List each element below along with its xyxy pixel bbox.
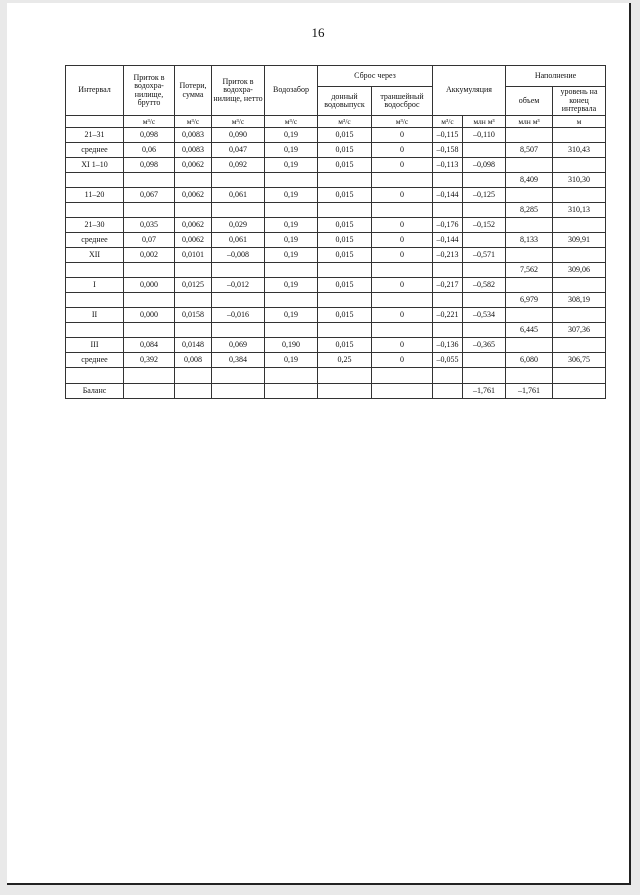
table-cell: 0,06 [124,143,175,158]
table-cell [463,263,506,278]
table-cell: –0,176 [433,218,463,233]
table-cell [463,173,506,188]
table-cell: 0,190 [265,338,318,353]
table-cell [553,248,606,263]
table-cell: III [66,338,124,353]
table-cell: 0,015 [318,143,372,158]
header-filling: Наполнение [506,66,606,87]
table-cell: 0,0062 [175,158,212,173]
table-cell: 0,0125 [175,278,212,293]
table-cell: 0,002 [124,248,175,263]
table-cell: 0,19 [265,143,318,158]
table-cell: II [66,308,124,323]
table-cell: –0,152 [463,218,506,233]
table-cell [212,368,265,384]
table-cell [124,173,175,188]
table-cell: 307,36 [553,323,606,338]
table-cell: 0,047 [212,143,265,158]
header-intake: Водозабор [265,66,318,116]
table-cell [433,263,463,278]
table-row [66,248,606,263]
table-cell: 8,409 [506,173,553,188]
table-cell [175,203,212,218]
table-cell: –1,761 [463,384,506,399]
table-cell [175,173,212,188]
table-cell [175,293,212,308]
table-cell: –0,113 [433,158,463,173]
table-cell: 0 [372,158,433,173]
table-cell: –0,136 [433,338,463,353]
table-cell [506,248,553,263]
table-row [66,128,606,143]
table-cell [433,368,463,384]
table-cell: 0,092 [212,158,265,173]
table-cell: 0 [372,353,433,368]
table-cell: –0,571 [463,248,506,263]
header-inflow-net: Приток в водохра-нилище, нетто [212,66,265,116]
table-cell [372,368,433,384]
table-cell: 0,000 [124,308,175,323]
table-cell: –0,213 [433,248,463,263]
header-level: уровень на конец интервала [553,87,606,116]
table-cell [318,368,372,384]
table-cell [372,384,433,399]
table-cell [318,323,372,338]
unit-cell [66,116,124,128]
table-row [66,203,606,218]
document-page [7,3,631,885]
reservoir-balance-table [65,65,606,399]
table-cell [175,384,212,399]
table-cell: Баланс [66,384,124,399]
table-cell: –0,144 [433,233,463,248]
table-cell: 0,0062 [175,218,212,233]
table-row [66,308,606,323]
unit-cell: м³/с [212,116,265,128]
table-cell [66,368,124,384]
table-cell: 0,015 [318,278,372,293]
table-cell [553,368,606,384]
table-cell: 0,015 [318,338,372,353]
table-cell [463,368,506,384]
table-cell: –0,008 [212,248,265,263]
table-cell: –0,115 [433,128,463,143]
table-cell [66,173,124,188]
table-cell: 0,19 [265,278,318,293]
table-cell [463,293,506,308]
table-cell [212,263,265,278]
table-cell: 0,061 [212,188,265,203]
table-cell: 0,19 [265,248,318,263]
table-cell: 0,19 [265,188,318,203]
table-cell: 0 [372,308,433,323]
table-cell: 0,015 [318,158,372,173]
table-cell [265,384,318,399]
table-cell: 0,0158 [175,308,212,323]
table-cell: 0,015 [318,248,372,263]
table-cell: 6,080 [506,353,553,368]
table-cell [124,293,175,308]
table-cell: 0,090 [212,128,265,143]
table-cell: 8,285 [506,203,553,218]
unit-cell: м³/с [372,116,433,128]
table-cell [212,203,265,218]
table-cell: 0,067 [124,188,175,203]
table-cell [463,233,506,248]
table-cell [265,173,318,188]
table-cell: 21–31 [66,128,124,143]
table-cell: 0,19 [265,308,318,323]
table-cell [372,293,433,308]
table-cell: –0,534 [463,308,506,323]
table-cell [318,173,372,188]
table-cell: –0,098 [463,158,506,173]
table-cell: 0 [372,233,433,248]
table-cell: 0,035 [124,218,175,233]
unit-cell: м³/с [175,116,212,128]
table-row [66,158,606,173]
table-cell [66,203,124,218]
table-cell: 309,06 [553,263,606,278]
table-cell: 308,19 [553,293,606,308]
table-cell: I [66,278,124,293]
table-cell: 0 [372,188,433,203]
table-cell [506,308,553,323]
header-trench-spillway: траншейный водосброс [372,87,433,116]
table-cell: –0,158 [433,143,463,158]
table-row [66,143,606,158]
header-discharge: Сброс через [318,66,433,87]
table-cell: –0,144 [433,188,463,203]
table-cell: 0 [372,338,433,353]
table-cell: 0,0083 [175,128,212,143]
unit-cell: м³/с [433,116,463,128]
unit-cell: м³/с [265,116,318,128]
table-cell: –1,761 [506,384,553,399]
table-cell [372,263,433,278]
table-cell [265,368,318,384]
table-cell: 0,19 [265,353,318,368]
table-cell [318,263,372,278]
table-cell [175,323,212,338]
table-cell: 306,75 [553,353,606,368]
table-cell [506,338,553,353]
header-losses: Потери, сумма [175,66,212,116]
table-cell: 0,015 [318,218,372,233]
table-cell [66,323,124,338]
table-cell: 0,084 [124,338,175,353]
unit-cell: млн м³ [463,116,506,128]
table-cell: XI 1–10 [66,158,124,173]
table-cell [175,263,212,278]
table-cell [124,323,175,338]
table-cell: 0,0101 [175,248,212,263]
unit-cell: млн м³ [506,116,553,128]
table-cell [463,353,506,368]
header-inflow-gross: Приток в водохра-нилище, брутто [124,66,175,116]
table-cell [506,218,553,233]
table-cell: 0,015 [318,128,372,143]
table-cell: 0,015 [318,233,372,248]
table-cell: –0,055 [433,353,463,368]
table-cell [66,293,124,308]
table-cell [433,203,463,218]
table-cell [265,323,318,338]
table-cell: –0,125 [463,188,506,203]
header-volume: объем [506,87,553,116]
table-cell: 0,098 [124,158,175,173]
table-cell [506,278,553,293]
table-cell [553,278,606,293]
page-number: 16 [311,25,325,40]
table-cell [433,173,463,188]
table-cell [318,293,372,308]
table-cell [506,188,553,203]
table-cell [463,143,506,158]
table-cell: 11–20 [66,188,124,203]
table-cell: 0,25 [318,353,372,368]
table-cell [433,323,463,338]
table-cell: 310,43 [553,143,606,158]
table-row [66,293,606,308]
table-cell: 0,069 [212,338,265,353]
table-cell [506,128,553,143]
table-cell [212,384,265,399]
table-cell: 0,392 [124,353,175,368]
table-cell [553,384,606,399]
table-cell [124,384,175,399]
table-cell: 0,098 [124,128,175,143]
table-cell [318,203,372,218]
table-cell: –0,365 [463,338,506,353]
unit-cell: м [553,116,606,128]
table-cell: 0,015 [318,188,372,203]
table-cell [372,323,433,338]
table-cell: 0 [372,218,433,233]
table-row [66,323,606,338]
table-cell: 309,91 [553,233,606,248]
table-cell: 0,19 [265,128,318,143]
table-cell [124,263,175,278]
table-cell: 0,0148 [175,338,212,353]
table-cell: –0,217 [433,278,463,293]
table-row [66,188,606,203]
table-cell [553,158,606,173]
unit-cell: м³/с [318,116,372,128]
table-cell: 0 [372,128,433,143]
table-cell [372,173,433,188]
table-row [66,353,606,368]
table-cell: 7,562 [506,263,553,278]
table-cell [212,293,265,308]
table-cell [433,384,463,399]
table-cell [318,384,372,399]
table-cell [553,218,606,233]
table-cell: –0,016 [212,308,265,323]
header-bottom-outlet: донный водовыпуск [318,87,372,116]
table-cell: 0,0083 [175,143,212,158]
table-cell: 0,029 [212,218,265,233]
table-cell [265,263,318,278]
table-cell: 21–30 [66,218,124,233]
table-cell: среднее [66,143,124,158]
table-cell [506,368,553,384]
table-cell: 310,13 [553,203,606,218]
table-cell [265,293,318,308]
table-cell [463,203,506,218]
table-cell: 0,061 [212,233,265,248]
table-cell [175,368,212,384]
table-row [66,368,606,384]
table-cell: 0,19 [265,158,318,173]
table-cell: –0,582 [463,278,506,293]
table-cell: –0,012 [212,278,265,293]
table-cell [124,203,175,218]
table-cell: –0,110 [463,128,506,143]
header-interval: Интервал [66,66,124,116]
unit-cell: м³/с [124,116,175,128]
table-cell: среднее [66,353,124,368]
table-cell: 0,384 [212,353,265,368]
table-cell: XII [66,248,124,263]
table-row [66,233,606,248]
table-row [66,218,606,233]
table-cell: 0,0062 [175,233,212,248]
table-cell: 0,000 [124,278,175,293]
table-cell: 0 [372,143,433,158]
table-cell: 0,015 [318,308,372,323]
table-cell [372,203,433,218]
table-cell [212,323,265,338]
table-cell: 8,133 [506,233,553,248]
table-row [66,338,606,353]
table-cell: 0,19 [265,233,318,248]
table-cell: среднее [66,233,124,248]
table-row [66,278,606,293]
table-row [66,173,606,188]
table-cell: 310,30 [553,173,606,188]
table-cell [433,293,463,308]
table-cell [265,203,318,218]
table-cell: 0 [372,248,433,263]
table-cell [553,308,606,323]
table-cell: 0,07 [124,233,175,248]
table-cell [553,128,606,143]
table-cell: 6,979 [506,293,553,308]
table-row [66,263,606,278]
table-cell [506,158,553,173]
table-cell [463,323,506,338]
table-cell [124,368,175,384]
header-accumulation: Аккумуляция [433,66,506,116]
table-row [66,384,606,399]
table-cell [553,188,606,203]
table-cell: 0,19 [265,218,318,233]
table-cell [66,263,124,278]
table-cell: 6,445 [506,323,553,338]
table-cell: –0,221 [433,308,463,323]
table-cell: 0,0062 [175,188,212,203]
table-cell: 0,008 [175,353,212,368]
table-cell [553,338,606,353]
table-cell [212,173,265,188]
table-cell: 0 [372,278,433,293]
table-body [66,128,606,399]
table-cell: 8,507 [506,143,553,158]
